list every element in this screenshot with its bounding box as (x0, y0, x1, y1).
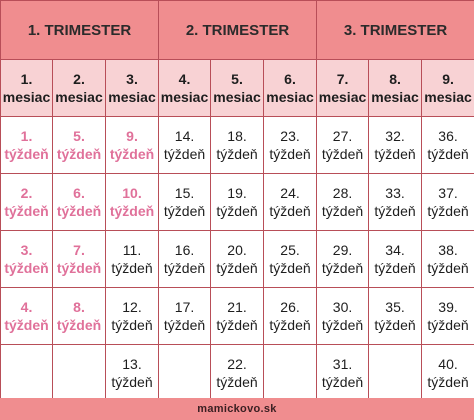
week-cell (159, 174, 211, 231)
month-header (106, 60, 159, 117)
week-label: 22. týždeň (216, 356, 258, 390)
month-label: 5. mesiac (213, 71, 261, 105)
week-label: 3. týždeň (4, 242, 49, 276)
empty-cell (369, 345, 422, 402)
week-cell (422, 231, 474, 288)
week-label: 27. týždeň (321, 128, 364, 162)
trimester-header: 3. TRIMESTER (317, 1, 474, 60)
week-cell (106, 174, 159, 231)
week-row (1, 231, 474, 288)
week-cell (159, 288, 211, 345)
week-cell (53, 288, 106, 345)
week-label: 6. týždeň (56, 185, 102, 219)
week-cell (1, 174, 53, 231)
week-cell (1, 288, 53, 345)
month-header (211, 60, 264, 117)
week-cell (422, 174, 474, 231)
week-cell (264, 117, 317, 174)
week-label: 33. týždeň (374, 185, 416, 219)
week-cell (422, 117, 474, 174)
week-cell (159, 117, 211, 174)
week-label: 39. týždeň (427, 299, 469, 333)
week-cell (106, 345, 159, 402)
week-cell (317, 288, 369, 345)
month-header-row (1, 60, 474, 117)
month-label: 1. mesiac (2, 71, 51, 105)
week-cell (211, 174, 264, 231)
week-row (1, 345, 474, 402)
week-label: 19. týždeň (216, 185, 258, 219)
week-label: 25. týždeň (269, 242, 311, 276)
empty-cell (264, 345, 317, 402)
week-label: 18. týždeň (216, 128, 258, 162)
week-cell (106, 288, 159, 345)
week-cell (159, 231, 211, 288)
week-cell (211, 231, 264, 288)
week-cell (369, 288, 422, 345)
week-cell (422, 288, 474, 345)
week-label: 12. týždeň (111, 299, 153, 333)
week-label: 16. týždeň (163, 242, 206, 276)
week-label: 34. týždeň (374, 242, 416, 276)
month-label: 6. mesiac (266, 71, 314, 105)
week-cell (264, 231, 317, 288)
week-cell (317, 345, 369, 402)
week-cell (211, 345, 264, 402)
week-cell (317, 231, 369, 288)
week-label: 13. týždeň (111, 356, 153, 390)
month-header (1, 60, 53, 117)
week-cell (1, 231, 53, 288)
week-cell (369, 174, 422, 231)
week-label: 40. týždeň (427, 356, 469, 390)
month-label: 3. mesiac (108, 71, 156, 105)
month-label: 8. mesiac (371, 71, 419, 105)
week-cell (53, 231, 106, 288)
week-cell (53, 117, 106, 174)
week-cell (317, 174, 369, 231)
week-row (1, 288, 474, 345)
week-label: 5. týždeň (56, 128, 102, 162)
week-label: 36. týždeň (427, 128, 469, 162)
week-label: 21. týždeň (216, 299, 258, 333)
week-label: 8. týždeň (56, 299, 102, 333)
week-label: 17. týždeň (163, 299, 206, 333)
week-label: 26. týždeň (269, 299, 311, 333)
month-header (53, 60, 106, 117)
month-header (369, 60, 422, 117)
month-header (264, 60, 317, 117)
week-label: 35. týždeň (374, 299, 416, 333)
trimester-header-row (1, 1, 474, 60)
week-label: 7. týždeň (56, 242, 102, 276)
week-label: 32. týždeň (374, 128, 416, 162)
empty-cell (1, 345, 53, 402)
week-label: 11. týždeň (111, 242, 153, 276)
month-header (159, 60, 211, 117)
week-cell (211, 288, 264, 345)
week-label: 2. týždeň (4, 185, 49, 219)
week-label: 24. týždeň (269, 185, 311, 219)
footer-brand: mamickovo.sk (0, 398, 474, 420)
month-header (422, 60, 474, 117)
week-label: 10. týždeň (109, 185, 155, 219)
week-label: 23. týždeň (269, 128, 311, 162)
week-label: 28. týždeň (321, 185, 364, 219)
week-cell (264, 288, 317, 345)
week-cell (106, 231, 159, 288)
week-cell (264, 174, 317, 231)
month-label: 9. mesiac (424, 71, 472, 105)
week-cell (369, 231, 422, 288)
week-label: 37. týždeň (427, 185, 469, 219)
week-cell (369, 117, 422, 174)
week-label: 1. týždeň (4, 128, 49, 162)
month-label: 7. mesiac (318, 71, 367, 105)
week-cell (211, 117, 264, 174)
week-row (1, 174, 474, 231)
week-label: 15. týždeň (163, 185, 206, 219)
empty-cell (159, 345, 211, 402)
month-label: 4. mesiac (160, 71, 209, 105)
week-label: 29. týždeň (321, 242, 364, 276)
week-cell (317, 117, 369, 174)
week-cell (422, 345, 474, 402)
week-label: 31. týždeň (321, 356, 364, 390)
week-cell (53, 174, 106, 231)
week-label: 14. týždeň (163, 128, 206, 162)
week-row (1, 117, 474, 174)
week-cell (106, 117, 159, 174)
week-label: 4. týždeň (4, 299, 49, 333)
month-header (317, 60, 369, 117)
week-cell (1, 117, 53, 174)
week-label: 20. týždeň (216, 242, 258, 276)
week-label: 9. týždeň (109, 128, 155, 162)
week-rows (1, 117, 474, 402)
month-label: 2. mesiac (55, 71, 103, 105)
empty-cell (53, 345, 106, 402)
trimester-header: 2. TRIMESTER (159, 1, 317, 60)
week-label: 38. týždeň (427, 242, 469, 276)
week-label: 30. týždeň (321, 299, 364, 333)
trimester-header: 1. TRIMESTER (1, 1, 159, 60)
